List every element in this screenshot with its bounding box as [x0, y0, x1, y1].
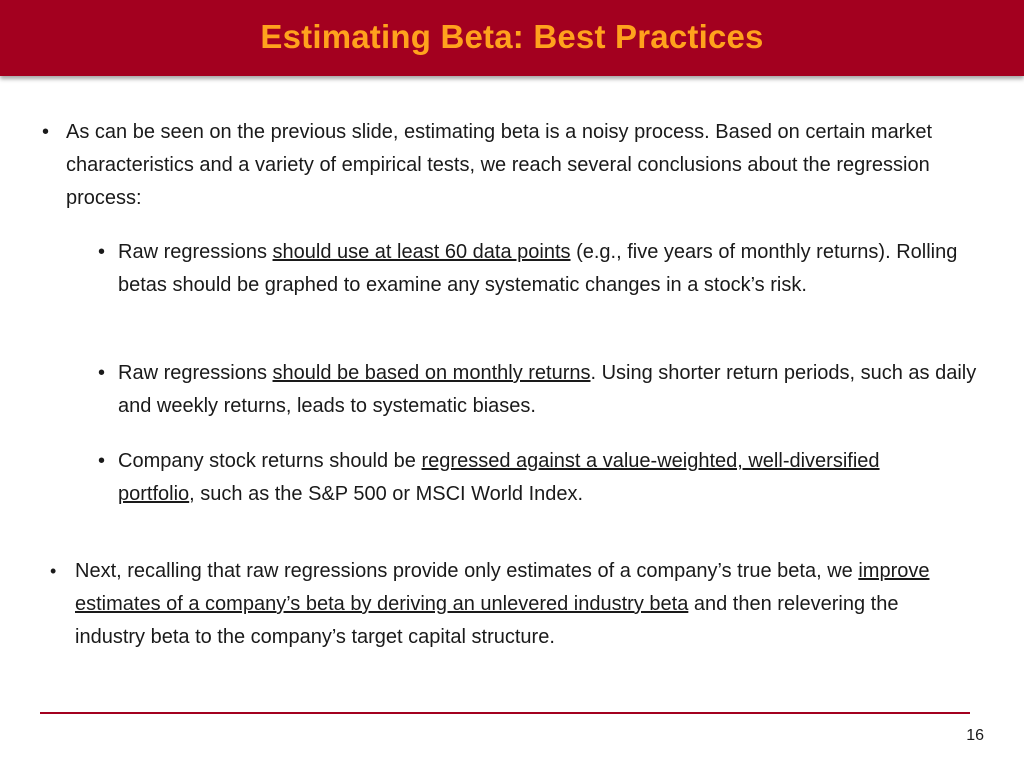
sub-bullet-2-text-end: . Using shorter return periods, such as daily and weekly returns, leads to systematic biases. — [118, 362, 977, 417]
bullet-marker: • — [98, 241, 106, 263]
sub-bullet-1 — [118, 236, 978, 302]
intro-paragraph: As can be seen on the previous slide, estimating beta is a noisy process. Based on certain market characteristics and a variety of empirical tests, we reach several conclusions about the regression process: — [66, 121, 933, 209]
sub-bullet-3-text: Company stock returns should be — [118, 450, 422, 472]
sub-bullet-1-emphasis: should use at least 60 data points — [272, 241, 571, 263]
sub-bullet-3-text-end: , such as the S&P 500 or MSCI World Index. — [189, 483, 584, 505]
bullet-marker: • — [42, 121, 50, 143]
sub-bullet-3 — [118, 445, 918, 511]
sub-bullet-2-text: Raw regressions — [118, 362, 273, 384]
sub-bullet-1-text: Raw regressions — [118, 241, 273, 263]
sub-bullet-1-text-end: (e.g., five years of monthly returns). Rolling betas should be graphed to examine any systematic changes in a stock’s risk. — [118, 241, 958, 296]
bullet-marker: • — [50, 561, 57, 581]
final-emphasis: improve estimates of a company’s beta by deriving an unlevered industry beta — [75, 560, 930, 615]
bullet-marker: • — [98, 450, 106, 472]
title-bar — [0, 0, 1024, 76]
final-text: Next, recalling that raw regressions provide only estimates of a company’s true beta, we — [75, 560, 859, 582]
page-title: Estimating Beta: Best Practices — [260, 18, 764, 55]
bullet-marker: • — [98, 362, 106, 384]
final-text-end: and then relevering the industry beta to the company’s target capital structure. — [75, 593, 899, 648]
page-number: 16 — [966, 727, 984, 744]
footer-divider — [40, 712, 970, 714]
sub-bullet-3-emphasis: regressed against a value-weighted, well-diversified portfolio — [118, 450, 880, 505]
final-paragraph — [75, 555, 950, 654]
sub-bullet-2 — [118, 357, 988, 423]
sub-bullet-2-emphasis: should be based on monthly returns — [272, 362, 591, 384]
